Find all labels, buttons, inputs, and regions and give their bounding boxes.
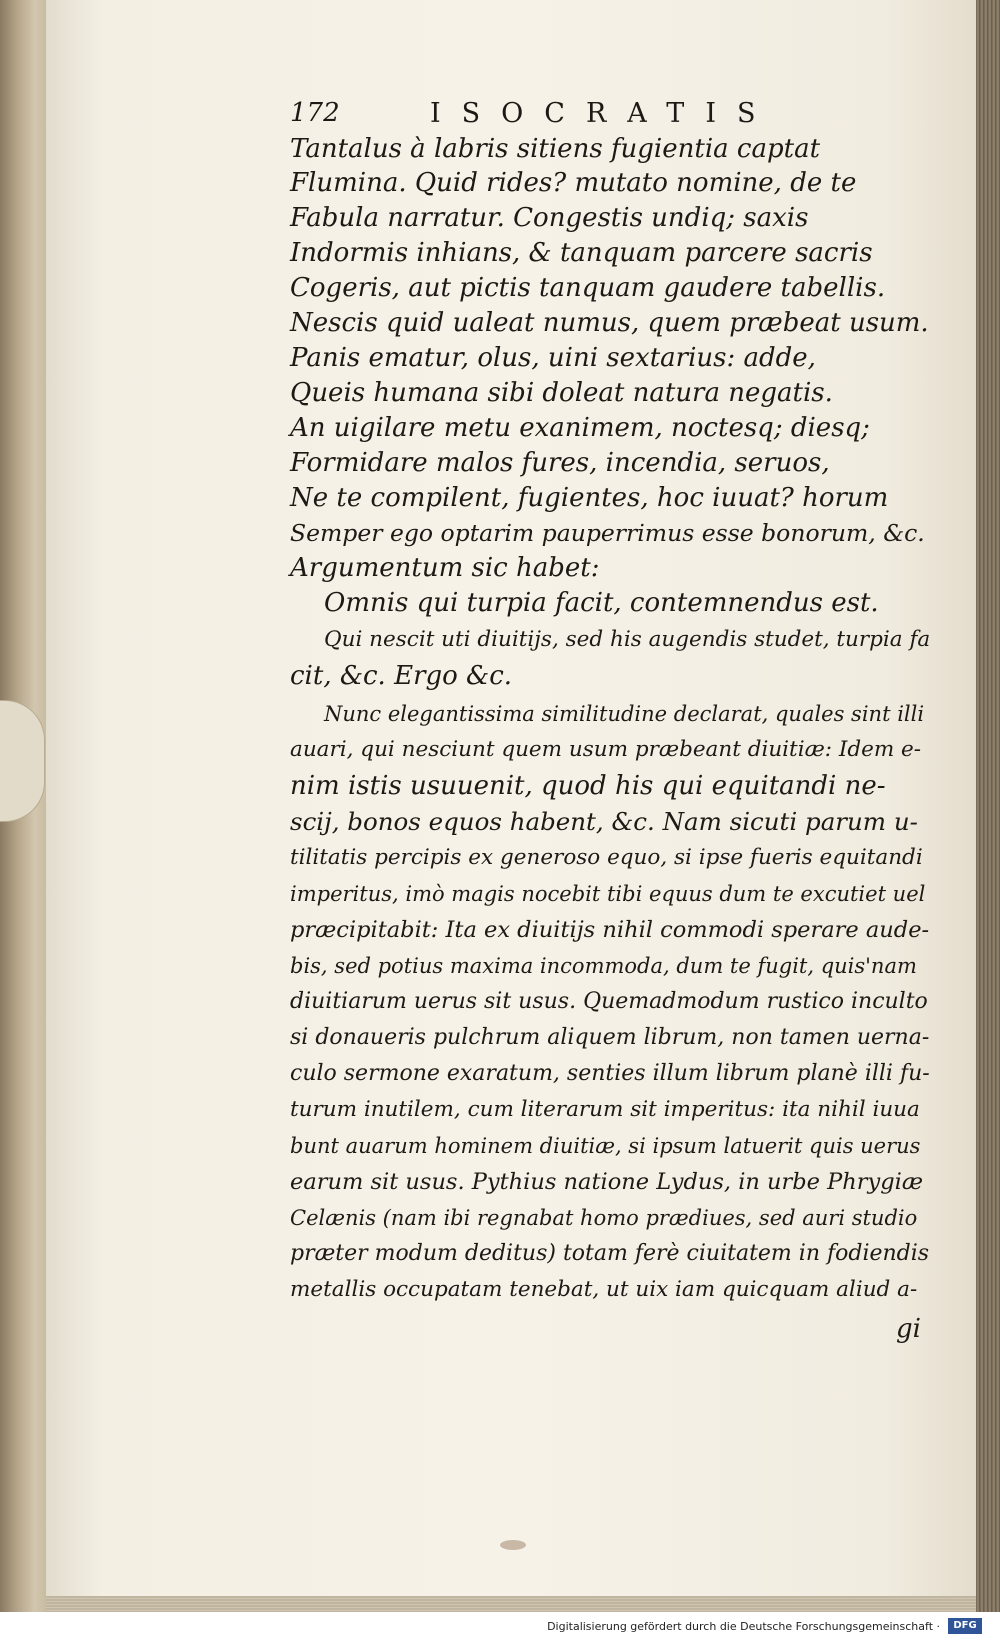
text-line: Fabula narratur. Congestis undiq; saxis	[290, 203, 809, 233]
text-line: Formidare malos fures, incendia, seruos,	[290, 448, 830, 478]
text-line: tilitatis percipis ex generoso equo, si ipse fueris equitandi	[290, 845, 923, 870]
text-line: Nescis quid ualeat numus, quem præbeat usum.	[290, 308, 929, 338]
text-line: culo sermone exaratum, senties illum librum planè illi fu-	[290, 1061, 930, 1086]
right-page-edges	[976, 0, 1000, 1612]
text-line: nim istis usuuenit, quod his qui equitandi ne-	[290, 771, 886, 801]
text-line: Indormis inhians, & tanquam parcere sacris	[290, 238, 873, 268]
text-line: bunt auarum hominem diuitiæ, si ipsum latuerit quis uerus	[290, 1134, 921, 1158]
funding-notice: Digitalisierung gefördert durch die Deutsche Forschungsgemeinschaft ·	[547, 1620, 940, 1633]
text-line: Qui nescit uti diuitijs, sed his augendis studet, turpia fa	[324, 627, 931, 652]
text-line: imperitus, imò magis nocebit tibi equus dum te excutiet uel	[290, 882, 926, 906]
text-line: bis, sed potius maxima incommoda, dum te fugit, quis'nam	[290, 954, 917, 978]
text-line: præcipitabit: Ita ex diuitijs nihil commodi sperare aude-	[290, 917, 930, 943]
page-tab	[0, 700, 45, 822]
text-line: Ne te compilent, fugientes, hoc iuuat? horum	[290, 483, 889, 513]
text-line: Queis humana sibi doleat natura negatis.	[290, 378, 833, 408]
text-line: metallis occupatam tenebat, ut uix iam quicquam aliud a-	[290, 1277, 918, 1302]
text-line: Omnis qui turpia facit, contemnendus est.	[324, 588, 879, 618]
text-line: Cogeris, aut pictis tanquam gaudere tabellis.	[290, 273, 886, 303]
text-line: Flumina. Quid rides? mutato nomine, de te	[290, 168, 857, 198]
left-page-edge	[0, 0, 47, 1612]
text-line: earum sit usus. Pythius natione Lydus, in urbe Phrygiæ	[290, 1169, 923, 1195]
text-line: præter modum deditus) totam ferè ciuitatem in fodiendis	[290, 1241, 930, 1266]
bottom-page-edges	[46, 1596, 976, 1612]
text-line: Panis ematur, olus, uini sextarius: adde,	[290, 343, 816, 373]
text-line: Semper ego optarim pauperrimus esse bonorum, &c.	[290, 519, 925, 547]
catchword: gi	[896, 1314, 921, 1344]
text-line: Nunc elegantissima similitudine declarat, quales sint illi	[324, 702, 925, 726]
footer-bar	[0, 1612, 1000, 1642]
running-head: ISOCRATIS	[430, 98, 777, 129]
paper-stain	[500, 1540, 526, 1550]
dfg-logo: DFG	[948, 1618, 982, 1634]
text-line: Tantalus à labris sitiens fugientia captat	[290, 134, 821, 164]
text-line: diuitiarum uerus sit usus. Quemadmodum rustico inculto	[290, 989, 928, 1014]
text-line: cit, &c. Ergo &c.	[290, 661, 513, 691]
text-line: auari, qui nesciunt quem usum præbeant diuitiæ: Idem e-	[290, 737, 922, 762]
text-line: si donaueris pulchrum aliquem librum, non tamen uerna-	[290, 1025, 930, 1050]
text-line: An uigilare metu exanimem, noctesq; diesq;	[290, 413, 870, 443]
text-line: Argumentum sic habet:	[290, 553, 600, 583]
page-number: 172	[290, 98, 340, 128]
text-line: Celænis (nam ibi regnabat homo prædiues, sed auri studio	[290, 1206, 918, 1230]
text-line: scij, bonos equos habent, &c. Nam sicuti parum u-	[290, 807, 918, 836]
text-line: turum inutilem, cum literarum sit imperitus: ita nihil iuua	[290, 1097, 920, 1122]
